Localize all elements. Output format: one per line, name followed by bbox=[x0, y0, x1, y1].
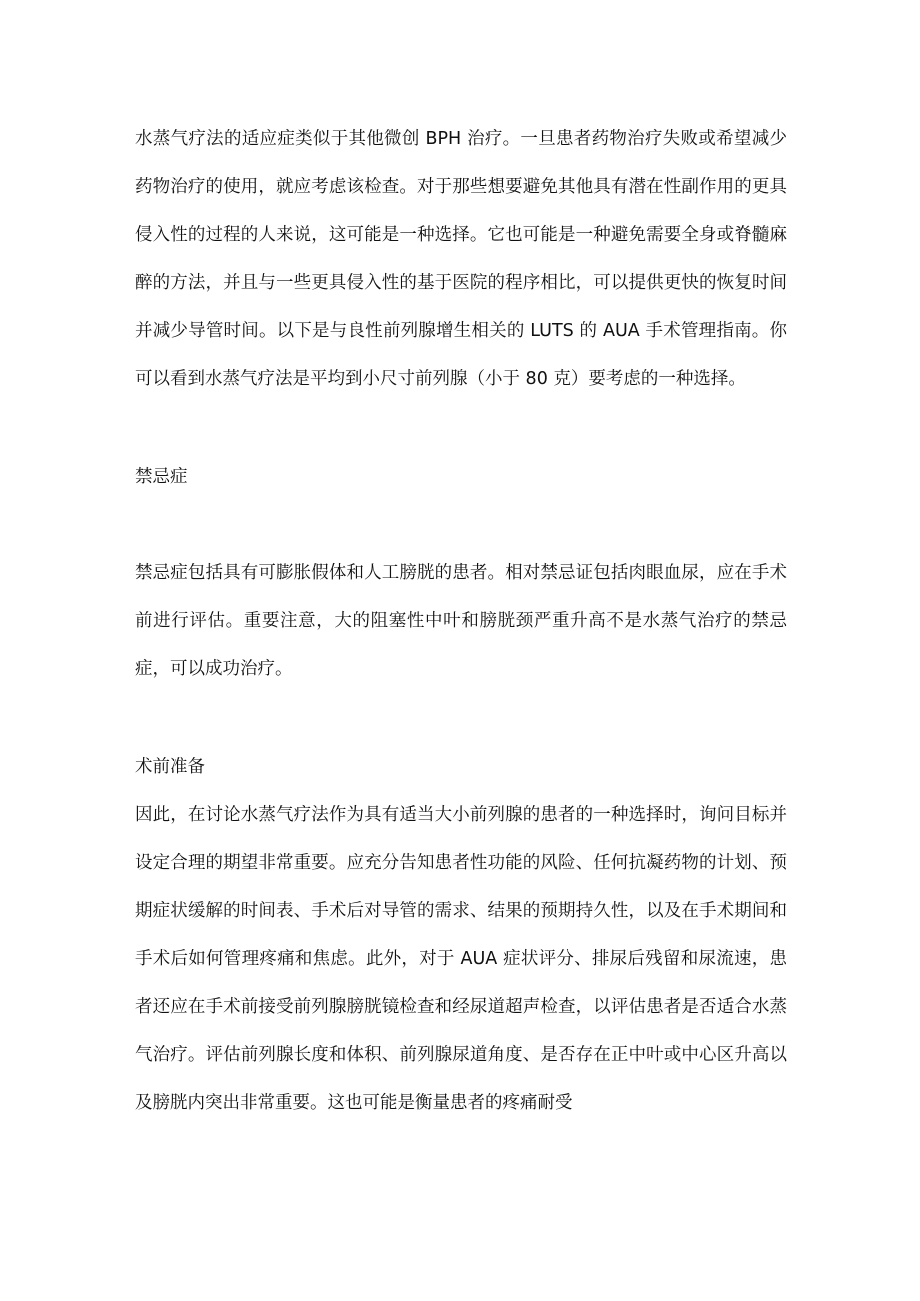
section-heading-preop: 术前准备 bbox=[135, 757, 205, 777]
paragraph-contraindications: 禁忌症包括具有可膨胀假体和人工膀胱的患者。相对禁忌证包括肉眼血尿，应在手术前进行评估。重要注意，大的阻塞性中叶和膀胱颈严重升高不是水蒸气治疗的禁忌症，可以成功治疗。 bbox=[135, 563, 787, 679]
paragraph-indications: 水蒸气疗法的适应症类似于其他微创 BPH 治疗。一旦患者药物治疗失败或希望减少药物治疗的使用，就应考虑该检查。对于那些想要避免其他具有潜在性副作用的更具侵入性的过程的人来说，这可能是一种选择。它也可能是一种避免需要全身或脊髓麻醉的方法，并且与一些更具侵入性的基于医院的程序相比，可以提供更快的恢复时间并减少导管时间。以下是与良性前列腺增生相关的 LUTS 的 AUA 手术管理指南。你可以看到水蒸气疗法是平均到小尺寸前列腺（小于 80 克）要考虑的一种选择。 bbox=[135, 129, 787, 389]
paragraph-preop: 因此，在讨论水蒸气疗法作为具有适当大小前列腺的患者的一种选择时，询问目标并设定合理的期望非常重要。应充分告知患者性功能的风险、任何抗凝药物的计划、预期症状缓解的时间表、手术后对导管的需求、结果的预期持久性，以及在手术期间和手术后如何管理疼痛和焦虑。此外，对于 AUA 症状评分、排尿后残留和尿流速，患者还应在手术前接受前列腺膀胱镜检查和经尿道超声检查，以评估患者是否适合水蒸气治疗。评估前列腺长度和体积、前列腺尿道角度、是否存在正中叶或中心区升高以及膀胱内突出非常重要。这也可能是衡量患者的疼痛耐受 bbox=[135, 805, 787, 1113]
section-heading-contraindications: 禁忌症 bbox=[135, 467, 188, 487]
document-body bbox=[135, 115, 787, 1127]
